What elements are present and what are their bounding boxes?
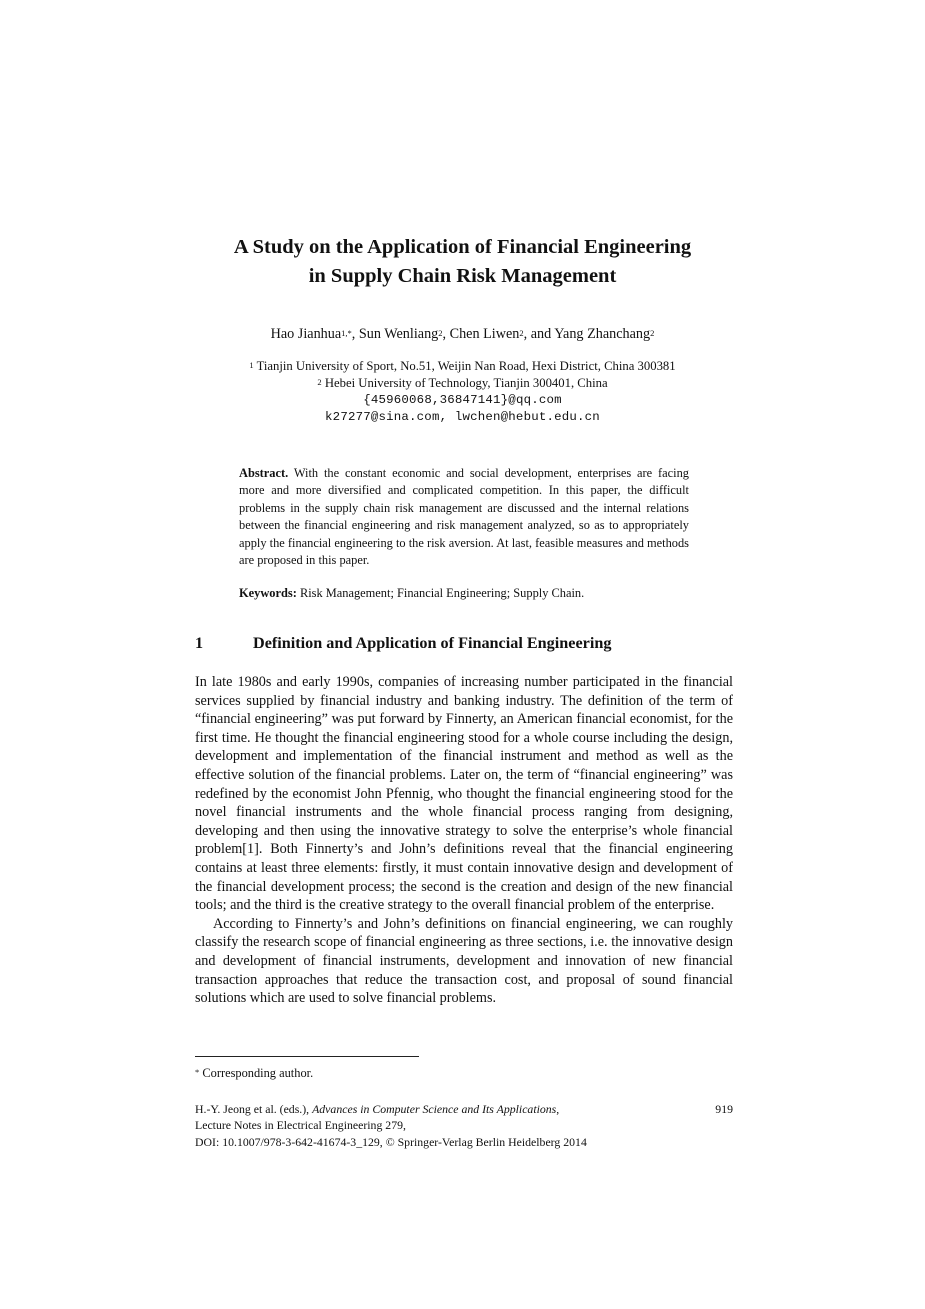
body-paragraph: According to Finnerty’s and John’s definitions on financial engineering, we can roughly classify the research scope of financial engineering as three sections, i.e. the innovative design and development of financial instruments, development and innovation of new financial transaction approaches that reduce the transaction cost, and proposal of sound financial solutions which are used to solve financial problems.: [195, 915, 733, 1007]
author-separator: ,: [351, 326, 359, 342]
footnote: [195, 1065, 733, 1082]
keywords: [239, 585, 689, 602]
affiliation-2-text: Hebei University of Technology, Tianjin 300401, China: [324, 376, 608, 390]
abstract-label: Abstract.: [239, 466, 289, 480]
author-list: [150, 324, 775, 344]
author-affiliation-mark: 1,*: [341, 328, 352, 338]
footnote-text: Corresponding author.: [202, 1066, 314, 1080]
author-name: Yang Zhanchang: [554, 326, 651, 342]
citation-book-title: Advances in Computer Science and Its Applications: [312, 1102, 557, 1116]
author-separator: ,: [442, 326, 450, 342]
affiliation-1-text: Tianjin University of Sport, No.51, Weijin Nan Road, Hexi District, China 300381: [256, 359, 676, 373]
citation-line-3: DOI: 10.1007/978-3-642-41674-3_129, © Springer-Verlag Berlin Heidelberg 2014: [195, 1134, 587, 1149]
section-body: [195, 673, 733, 1008]
paper-title: [150, 233, 775, 291]
affiliation-2: [150, 375, 775, 392]
email-line-1: {45960068,36847141}@qq.com: [363, 393, 562, 407]
citation-block: [195, 1101, 733, 1150]
page-number: 919: [715, 1102, 733, 1116]
abstract-text: With the constant economic and social development, enterprises are facing more and more diversified and complicated competition. In this paper, the difficult problems in the supply chain risk management are discussed and the internal relations between the financial engineering and risk management analyzed, so as to appropriately apply the financial engineering to the risk aversion. At last, feasible measures and methods are proposed in this paper.: [239, 466, 689, 568]
footnote-divider: [195, 1056, 419, 1057]
author-affiliation-mark: 2: [650, 328, 655, 338]
section-title: Definition and Application of Financial Engineering: [253, 634, 612, 652]
citation-line-1: [195, 1101, 733, 1117]
author-affiliation-mark: 2: [519, 328, 524, 338]
affiliations: [150, 358, 775, 426]
author-name: Sun Wenliang: [358, 326, 439, 342]
citation-editors: H.-Y. Jeong et al. (eds.),: [195, 1102, 313, 1116]
section-number: 1: [195, 634, 204, 652]
title-line-1: A Study on the Application of Financial Engineering: [233, 236, 692, 258]
footnote-marker: *: [195, 1067, 200, 1077]
author-separator: , and: [523, 326, 555, 342]
author-affiliation-mark: 2: [438, 328, 443, 338]
author-name: Hao Jianhua: [270, 326, 342, 342]
author-name: Chen Liwen: [449, 326, 520, 342]
email-line-2: k27277@sina.com, lwchen@hebut.edu.cn: [325, 410, 600, 424]
keywords-label: Keywords:: [239, 586, 297, 600]
body-paragraph: In late 1980s and early 1990s, companies of increasing number participated in the financial services supplied by financial industry and banking industry. The definition of the term of “financial engineering” was put forward by Finnerty, an American financial economist, for the first time. He thought the financial engineering stood for a whole course including the design, development and implementation of the financial instrument and method as well as the effective solution of the financial problems. Later on, the term of “financial engineering” was redefined by the economist John Pfennig, who thought the financial engineering stood for the novel financial instruments and the whole financial process ranging from designing, developing and then using the innovative strategy to solve the enterprise’s whole financial problem[1]. Both Finnerty’s and John’s definitions reveal that the financial engineering contains at least three elements: firstly, it must contain innovative design and development of the financial development process; the second is the creation and design of the new financial tools; and the third is the creative strategy to the overall financial problem of the enterprise.: [195, 674, 733, 914]
citation-comma: ,: [556, 1102, 560, 1116]
affiliation-1: [150, 358, 775, 375]
affiliation-1-mark: 1: [249, 360, 254, 370]
citation-line-2: Lecture Notes in Electrical Engineering 279,: [195, 1118, 406, 1133]
affiliation-2-mark: 2: [317, 377, 322, 387]
keywords-text: Risk Management; Financial Engineering; Supply Chain.: [299, 586, 585, 600]
abstract: [239, 465, 689, 569]
title-line-2: in Supply Chain Risk Management: [308, 265, 617, 287]
section-heading: [195, 632, 735, 654]
